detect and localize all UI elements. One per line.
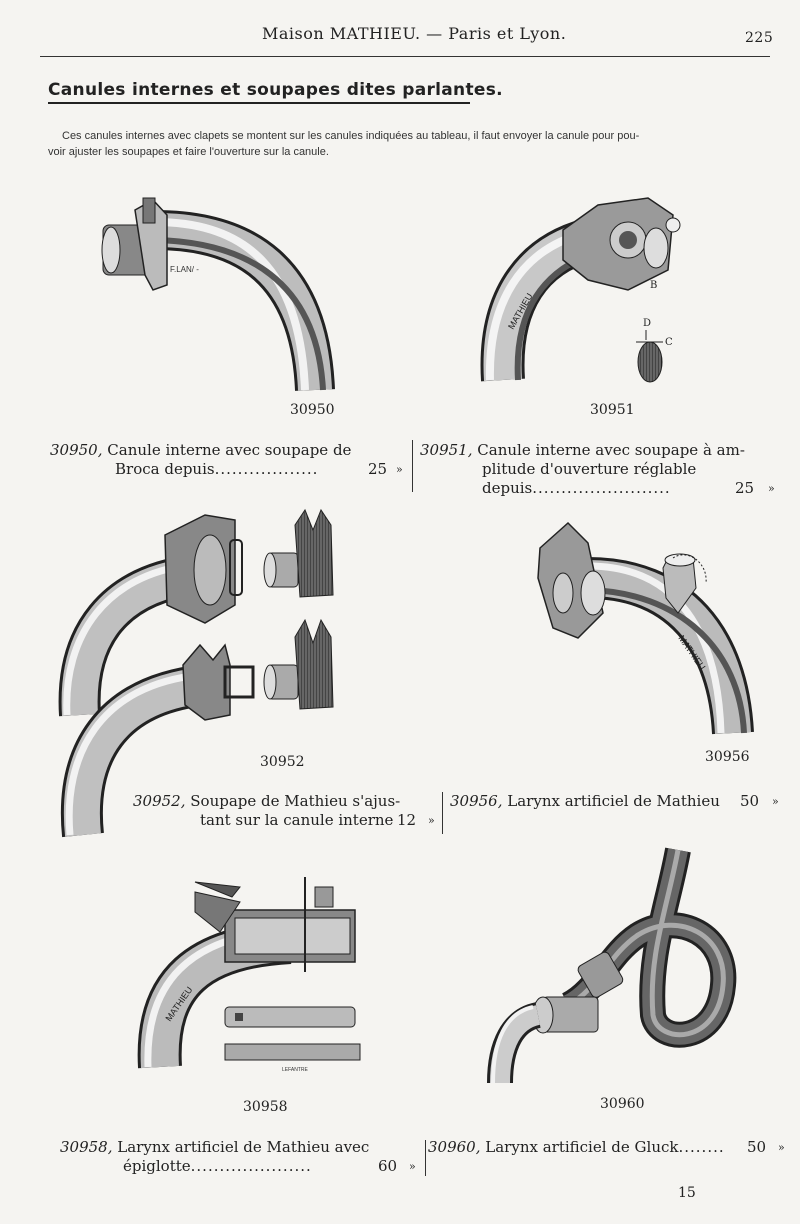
intro-paragraph xyxy=(48,128,778,160)
item-description-line-1: Larynx artificiel de Gluck xyxy=(485,1138,679,1156)
cannula-30951-illustration xyxy=(478,190,693,390)
item-description-line-1: Larynx artificiel de Mathieu avec xyxy=(117,1138,370,1156)
item-30950-cents: » xyxy=(396,463,403,476)
leader-dots: ........................ xyxy=(532,479,671,497)
figure-number-30950: 30950 xyxy=(290,402,335,418)
item-30960-price: 50 xyxy=(747,1138,767,1156)
column-divider xyxy=(425,1140,426,1176)
item-30950-price: 25 xyxy=(368,460,388,478)
figure-number-30958: 30958 xyxy=(243,1099,288,1115)
item-30951-cents: » xyxy=(768,482,775,495)
item-description-line-1: Canule interne avec soupape à am- xyxy=(477,441,745,459)
engraver-signature: LEFANTRE xyxy=(282,1067,308,1073)
column-divider xyxy=(412,440,413,492)
header-rule xyxy=(40,56,770,57)
item-30956 xyxy=(450,792,790,811)
figure-number-30960: 30960 xyxy=(600,1096,645,1112)
item-30956-cents: » xyxy=(772,795,779,808)
item-description-line-2: Broca depuis xyxy=(115,460,215,478)
item-30952-price: 12 xyxy=(397,811,417,829)
larynx-30960-illustration xyxy=(488,845,733,1090)
column-divider xyxy=(442,792,443,834)
item-description-line-3: depuis xyxy=(482,479,533,497)
item-30960 xyxy=(428,1138,788,1157)
item-30958 xyxy=(60,1138,390,1176)
label-c: C xyxy=(665,337,673,348)
item-30956-price: 50 xyxy=(740,792,760,810)
section-title: Canules internes et soupapes dites parlantes. xyxy=(48,80,503,100)
item-number: 30951, xyxy=(420,441,473,459)
item-30950 xyxy=(50,441,400,479)
item-number: 30950, xyxy=(50,441,103,459)
engraving-mathieu: MATHIEU xyxy=(506,291,535,331)
item-30960-cents: » xyxy=(778,1141,785,1154)
figure-number-30952: 30952 xyxy=(260,754,305,770)
engraving-mathieu-2: MATHIEU xyxy=(676,633,708,672)
figure-number-30951: 30951 xyxy=(590,402,635,418)
section-underline xyxy=(48,102,470,104)
item-30951-price: 25 xyxy=(735,479,755,497)
signature-number: 15 xyxy=(678,1185,696,1201)
item-description-line-2: épiglotte xyxy=(123,1157,191,1175)
item-description-line-2: tant sur la canule interne xyxy=(200,811,394,829)
item-30952 xyxy=(133,792,403,830)
leader-dots: .................. xyxy=(214,460,319,478)
item-30952-cents: » xyxy=(428,814,435,827)
engraving-mark: F.LAN/ - xyxy=(170,265,199,274)
label-d: D xyxy=(643,318,652,329)
intro-line-2: voir ajuster les soupapes et faire l'ouverture sur la canule. xyxy=(48,146,329,158)
item-number: 30952, xyxy=(133,792,186,810)
item-number: 30956, xyxy=(450,792,503,810)
larynx-30956-illustration xyxy=(528,518,753,743)
engraving-mathieu-3: MATHIEU xyxy=(163,984,195,1024)
label-b: B xyxy=(650,280,658,291)
leader-dots: ..................... xyxy=(190,1157,312,1175)
item-description-line-2: plitude d'ouverture réglable xyxy=(482,460,697,478)
item-30958-cents: » xyxy=(409,1160,416,1173)
item-number: 30958, xyxy=(60,1138,113,1156)
leader-dots: ........ xyxy=(678,1138,725,1156)
item-description-line-1: Canule interne avec soupape de xyxy=(107,441,352,459)
cannula-30950-illustration xyxy=(95,190,345,405)
larynx-30958-illustration xyxy=(140,872,365,1072)
intro-line-1: Ces canules internes avec clapets se montent sur les canules indiquées au tableau, il faut envoyer la canule pour pou- xyxy=(62,130,640,142)
item-description-line-1: Larynx artificiel de Mathieu xyxy=(507,792,720,810)
page-number: 225 xyxy=(745,30,774,46)
valve-30952-illustration xyxy=(55,505,350,840)
item-30958-price: 60 xyxy=(378,1157,398,1175)
item-description-line-1: Soupape de Mathieu s'ajus- xyxy=(190,792,401,810)
figure-number-30956: 30956 xyxy=(705,749,750,765)
item-number: 30960, xyxy=(428,1138,481,1156)
header-title: Maison MATHIEU. — Paris et Lyon. xyxy=(262,24,567,43)
